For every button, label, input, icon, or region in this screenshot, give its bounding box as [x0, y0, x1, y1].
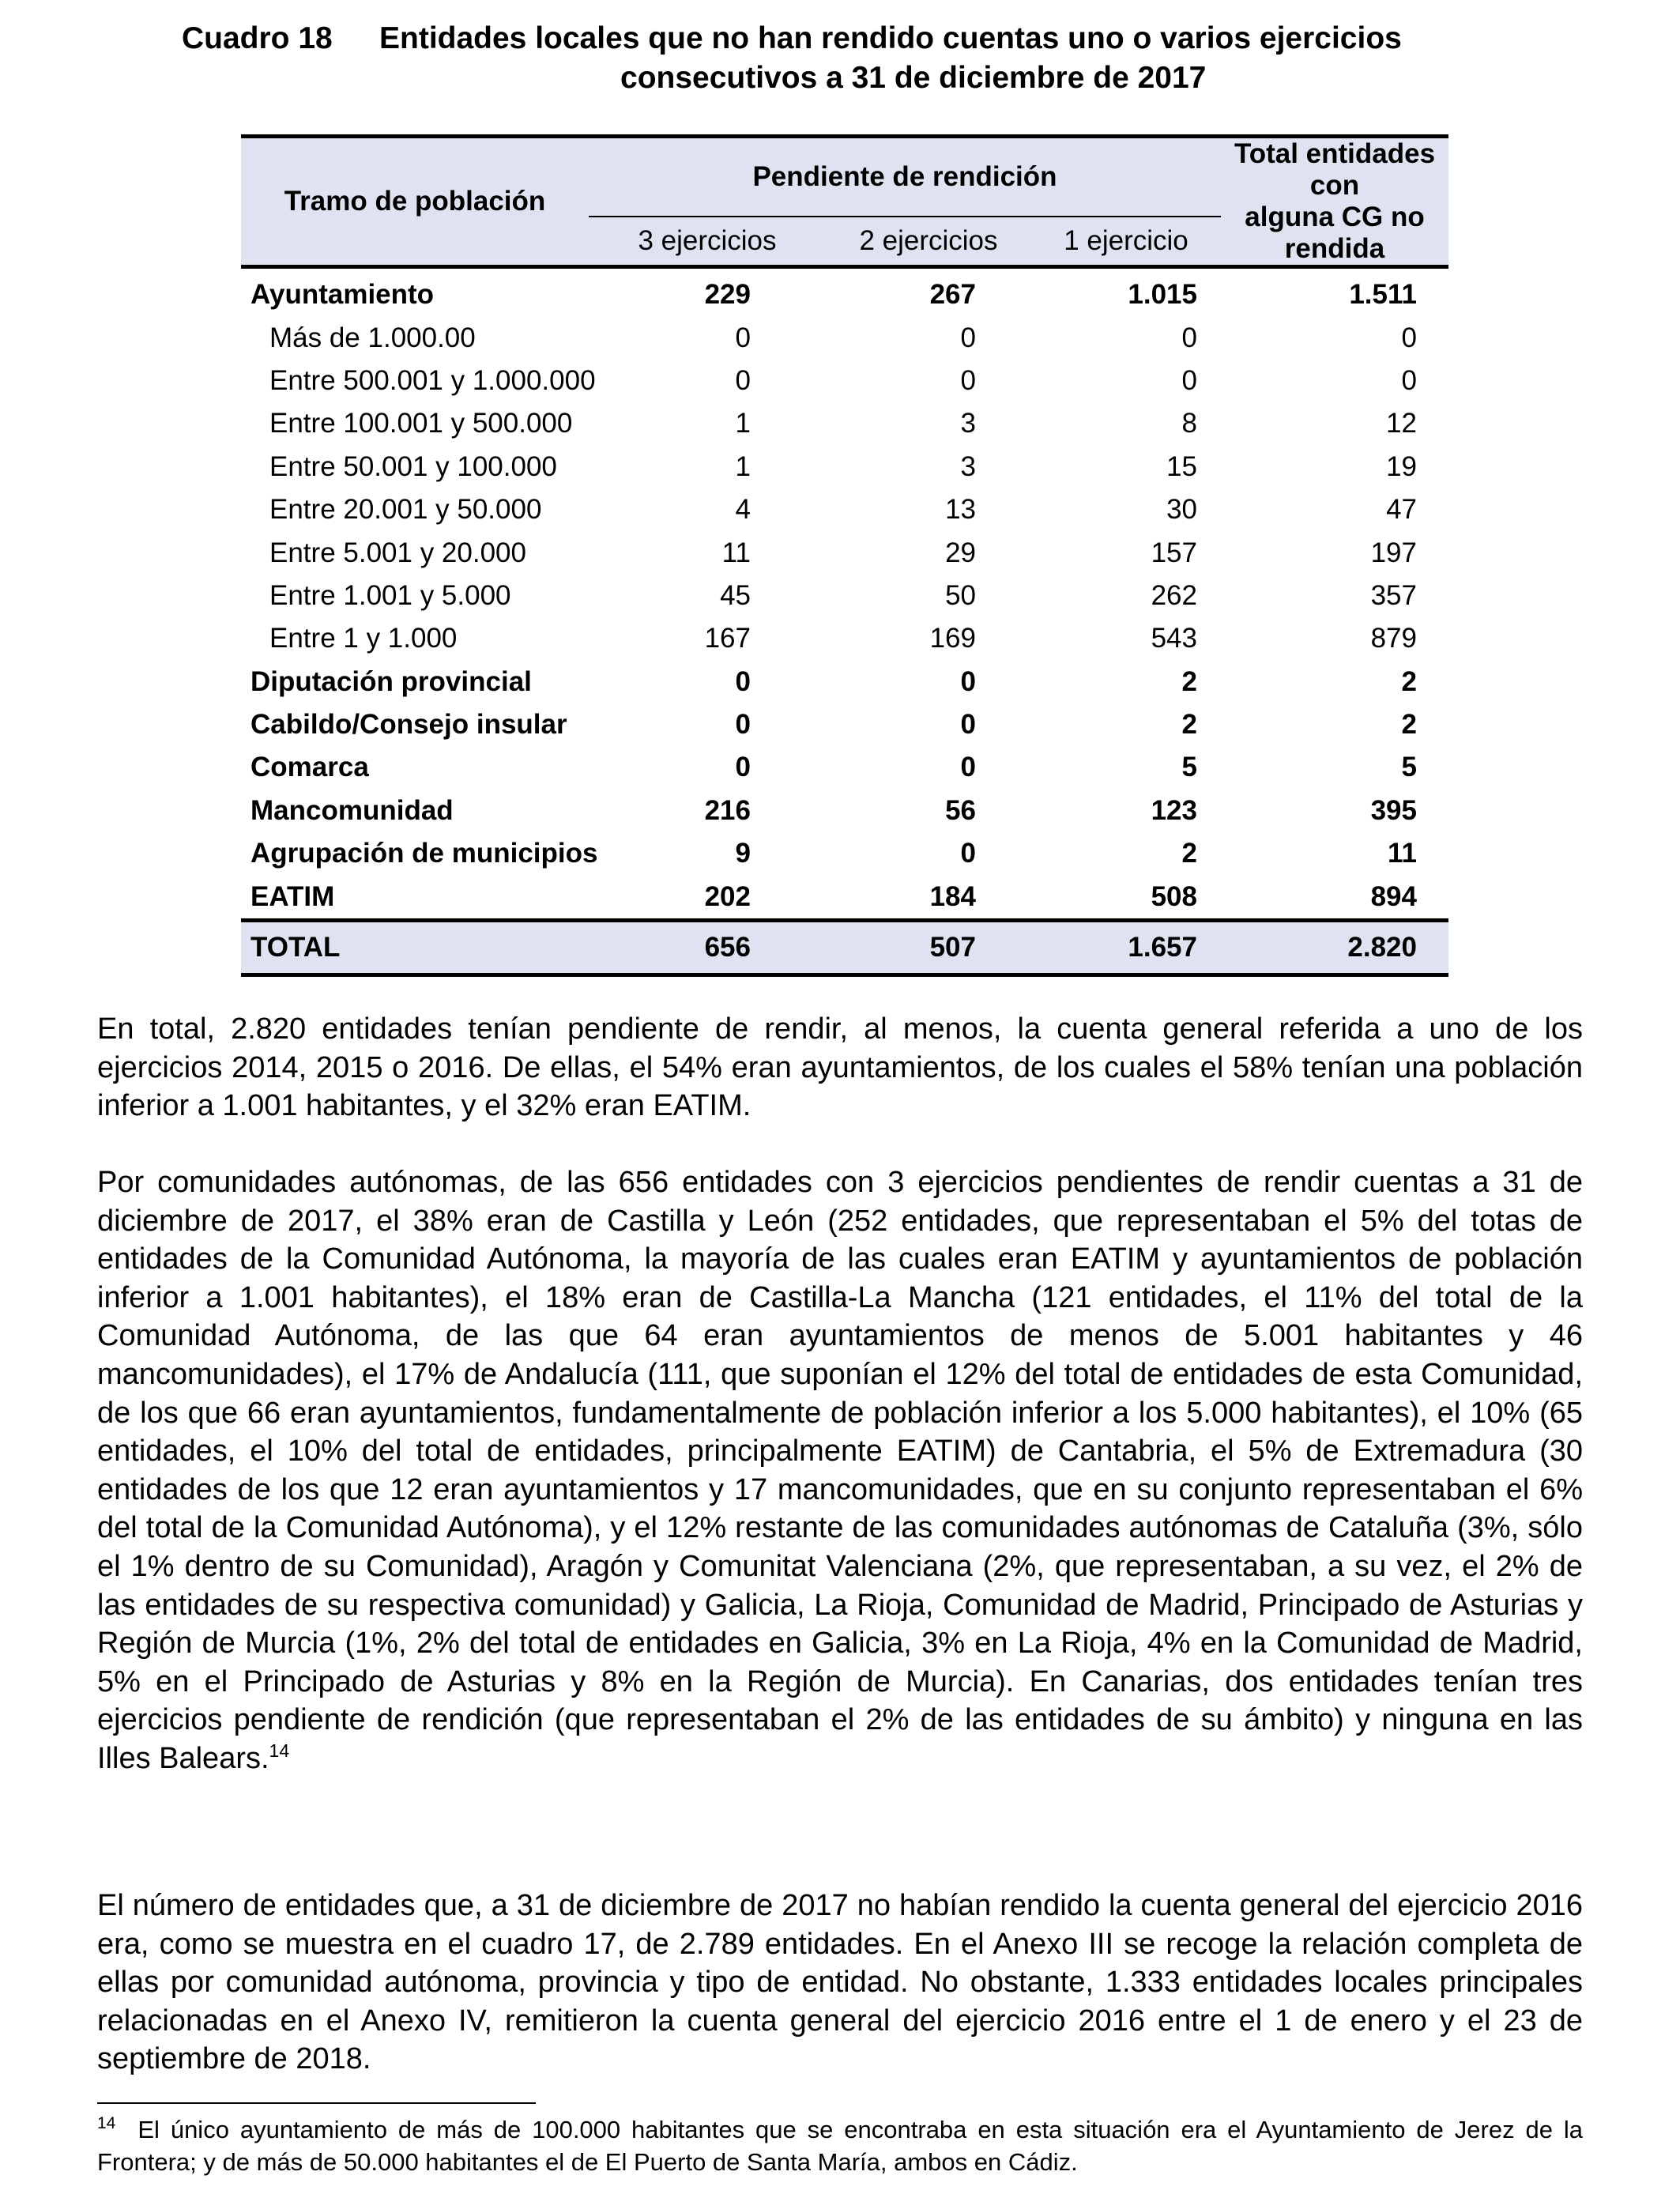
- header-total-line2: alguna CG no: [1245, 202, 1425, 232]
- cell-total: 357: [1370, 579, 1417, 611]
- cell-total: 19: [1386, 450, 1417, 482]
- row-label: Entre 1 y 1.000: [269, 623, 458, 654]
- cell-3-ejercicios: 167: [704, 623, 751, 654]
- cell-2-ejercicios: 0: [960, 838, 976, 869]
- footnote-reference: 14: [269, 1740, 290, 1761]
- cell-1-ejercicio: 2: [1181, 838, 1197, 869]
- table-row: [241, 790, 1448, 832]
- cell-total: 0: [1401, 322, 1417, 353]
- cell-2-ejercicios: 0: [960, 322, 976, 353]
- cell-total: 0: [1401, 364, 1417, 396]
- cell-1-ejercicio: 123: [1151, 794, 1197, 826]
- data-table-wrapper: [241, 134, 1448, 977]
- table-row: [241, 488, 1448, 531]
- table-row: [241, 617, 1448, 660]
- table-body: [241, 267, 1448, 921]
- table-row: [241, 703, 1448, 746]
- row-label: Entre 500.001 y 1.000.000: [269, 364, 596, 396]
- cell-1-ejercicio: 508: [1151, 880, 1197, 912]
- cell-2-ejercicios: 0: [960, 364, 976, 396]
- cell-1-ejercicio: 1.015: [1128, 279, 1197, 311]
- header-1-ejercicio: 1 ejercicio: [1031, 217, 1221, 267]
- header-3-ejercicios: 3 ejercicios: [589, 217, 826, 267]
- row-label: Ayuntamiento: [250, 279, 435, 311]
- cell-2-ejercicios: 3: [960, 408, 976, 439]
- row-label: EATIM: [250, 880, 335, 912]
- header-total: [1221, 137, 1448, 267]
- total-3-ejercicios: 656: [589, 920, 826, 974]
- data-table: [241, 134, 1448, 977]
- cell-1-ejercicio: 543: [1151, 623, 1197, 654]
- cell-total: 395: [1370, 794, 1417, 826]
- cell-total: 1.511: [1349, 279, 1417, 311]
- cell-2-ejercicios: 50: [945, 579, 976, 611]
- cell-2-ejercicios: 3: [960, 450, 976, 482]
- header-pendiente: Pendiente de rendición: [589, 137, 1221, 217]
- footnote-separator: [97, 2102, 536, 2104]
- cell-3-ejercicios: 0: [735, 364, 751, 396]
- row-label: Entre 5.001 y 20.000: [269, 537, 526, 568]
- cell-1-ejercicio: 157: [1151, 537, 1197, 568]
- paragraph-2: [97, 1163, 1583, 1778]
- table-row: [241, 402, 1448, 445]
- table-row: [241, 875, 1448, 920]
- total-label: TOTAL: [241, 920, 589, 974]
- cell-3-ejercicios: 1: [735, 450, 751, 482]
- footnote-mark: 14: [97, 2114, 116, 2132]
- cell-total: 47: [1386, 494, 1417, 526]
- cell-3-ejercicios: 202: [704, 880, 751, 912]
- cell-total: 11: [1388, 838, 1417, 869]
- table-row: [241, 267, 1448, 317]
- cell-1-ejercicio: 0: [1181, 322, 1197, 353]
- cell-1-ejercicio: 2: [1181, 665, 1197, 697]
- footnote-text: El único ayuntamiento de más de 100.000 habitantes que se encontraba en esta situación era el Ayuntamiento de Jerez de la Frontera; y de más de 50.000 habitantes el de El Puerto de Santa María, ambos en Cádiz.: [97, 2116, 1583, 2176]
- cell-1-ejercicio: 15: [1166, 450, 1197, 482]
- header-tramo: Tramo de población: [241, 137, 589, 267]
- row-label: Cabildo/Consejo insular: [250, 709, 567, 741]
- cell-total: 2: [1401, 709, 1417, 741]
- row-label: Comarca: [250, 752, 369, 783]
- total-1-ejercicio: 1.657: [1031, 920, 1221, 974]
- cell-2-ejercicios: 29: [945, 537, 976, 568]
- row-label: Agrupación de municipios: [250, 838, 598, 869]
- cell-3-ejercicios: 11: [721, 537, 751, 568]
- cell-2-ejercicios: 0: [960, 665, 976, 697]
- table-caption: [182, 19, 1525, 98]
- total-row: [241, 920, 1448, 974]
- table-row: [241, 316, 1448, 359]
- cell-3-ejercicios: 0: [735, 322, 751, 353]
- cell-3-ejercicios: 0: [735, 709, 751, 741]
- cell-3-ejercicios: 1: [735, 408, 751, 439]
- caption-title-line1: Entidades locales que no han rendido cuentas uno o varios ejercicios: [379, 21, 1402, 55]
- cell-2-ejercicios: 267: [929, 279, 976, 311]
- cell-total: 2: [1401, 665, 1417, 697]
- cell-1-ejercicio: 262: [1151, 579, 1197, 611]
- table-row: [241, 575, 1448, 617]
- table-row: [241, 360, 1448, 402]
- cell-1-ejercicio: 8: [1181, 408, 1197, 439]
- cell-1-ejercicio: 30: [1166, 494, 1197, 526]
- cell-3-ejercicios: 229: [704, 279, 751, 311]
- cell-1-ejercicio: 0: [1181, 364, 1197, 396]
- row-label: Diputación provincial: [250, 665, 532, 697]
- cell-1-ejercicio: 5: [1181, 752, 1197, 783]
- row-label: Entre 20.001 y 50.000: [269, 494, 542, 526]
- cell-total: 879: [1370, 623, 1417, 654]
- cell-3-ejercicios: 0: [735, 665, 751, 697]
- caption-number: Cuadro 18: [182, 21, 333, 55]
- cell-2-ejercicios: 13: [945, 494, 976, 526]
- cell-3-ejercicios: 0: [735, 752, 751, 783]
- cell-1-ejercicio: 2: [1181, 709, 1197, 741]
- cell-total: 12: [1386, 408, 1417, 439]
- footnote: [97, 2113, 1583, 2178]
- paragraph-2-text: Por comunidades autónomas, de las 656 entidades con 3 ejercicios pendientes de rendir cuentas a 31 de diciembre de 2017, el 38% eran de Castilla y León (252 entidades, que representaban el 5% del totas de entidades de la Comunidad Autónoma, la mayoría de las cuales eran EATIM y ayuntamientos de población inferior a 1.001 habitantes), el 18% eran de Castilla-La Mancha (121 entidades, el 11% del total de la Comunidad Autónoma, de las que 64 eran ayuntamientos de menos de 5.001 habitantes y 46 mancomunidades), el 17% de Andalucía (111, que suponían el 12% del total de entidades de esta Comunidad, de los que 66 eran ayuntamientos, fundamentalmente de población inferior a los 5.000 habitantes), el 10% (65 entidades, el 10% del total de entidades, principalmente EATIM) de Cantabria, el 5% de Extremadura (30 entidades de los que 12 eran ayuntamientos y 17 mancomunidades, que en su conjunto representaban el 6% del total de la Comunidad Autónoma), y el 12% restante de las comunidades autónomas de Cataluña (3%, sólo el 1% dentro de su Comunidad), Aragón y Comunitat Valenciana (2%, que representaban, a su vez, el 2% de las entidades de su respectiva comunidad) y Galicia, La Rioja, Comunidad de Madrid, Principado de Asturias y Región de Murcia (1%, 2% del total de entidades en Galicia, 3% en La Rioja, 4% en la Comunidad de Madrid, 5% en el Principado de Asturias y 8% en la Región de Murcia). En Canarias, dos entidades tenían tres ejercicios pendiente de rendición (que representaban el 2% de las entidades de su ámbito) y ninguna en las Illes Balears.: [97, 1166, 1583, 1775]
- cell-2-ejercicios: 0: [960, 752, 976, 783]
- table-header: [241, 137, 1448, 267]
- caption-title-line2: consecutivos a 31 de diciembre de 2017: [620, 61, 1207, 95]
- table-row: [241, 746, 1448, 789]
- cell-total: 197: [1370, 537, 1417, 568]
- total-entidades: 2.820: [1221, 920, 1448, 974]
- cell-2-ejercicios: 169: [929, 623, 976, 654]
- row-label: Entre 1.001 y 5.000: [269, 579, 511, 611]
- header-total-line1: Total entidades con: [1234, 138, 1436, 201]
- table-row: [241, 446, 1448, 488]
- total-2-ejercicios: 507: [826, 920, 1031, 974]
- cell-2-ejercicios: 56: [945, 794, 976, 826]
- row-label: Entre 100.001 y 500.000: [269, 408, 573, 439]
- table-row: [241, 661, 1448, 703]
- cell-total: 5: [1401, 752, 1417, 783]
- table-footer: [241, 920, 1448, 974]
- cell-3-ejercicios: 216: [704, 794, 751, 826]
- cell-3-ejercicios: 45: [720, 579, 751, 611]
- cell-3-ejercicios: 4: [735, 494, 751, 526]
- row-label: Entre 50.001 y 100.000: [269, 450, 557, 482]
- row-label: Más de 1.000.00: [269, 322, 476, 353]
- header-2-ejercicios: 2 ejercicios: [826, 217, 1031, 267]
- cell-3-ejercicios: 9: [735, 838, 751, 869]
- cell-2-ejercicios: 184: [929, 880, 976, 912]
- paragraph-3: El número de entidades que, a 31 de diciembre de 2017 no habían rendido la cuenta general del ejercicio 2016 era, como se muestra en el cuadro 17, de 2.789 entidades. En el Anexo III se recoge la relación completa de ellas por comunidad autónoma, provincia y tipo de entidad. No obstante, 1.333 entidades locales principales relacionadas en el Anexo IV, remitieron la cuenta general del ejercicio 2016 entre el 1 de enero y el 23 de septiembre de 2018.: [97, 1889, 1583, 2076]
- row-label: Mancomunidad: [250, 794, 454, 826]
- cell-2-ejercicios: 0: [960, 709, 976, 741]
- cell-total: 894: [1370, 880, 1417, 912]
- paragraph-1: En total, 2.820 entidades tenían pendiente de rendir, al menos, la cuenta general referida a uno de los ejercicios 2014, 2015 o 2016. De ellas, el 54% eran ayuntamientos, de los cuales el 58% tenían una población inferior a 1.001 habitantes, y el 32% eran EATIM.: [97, 1012, 1583, 1123]
- table-row: [241, 531, 1448, 574]
- header-total-line3: rendida: [1284, 233, 1385, 264]
- table-row: [241, 832, 1448, 875]
